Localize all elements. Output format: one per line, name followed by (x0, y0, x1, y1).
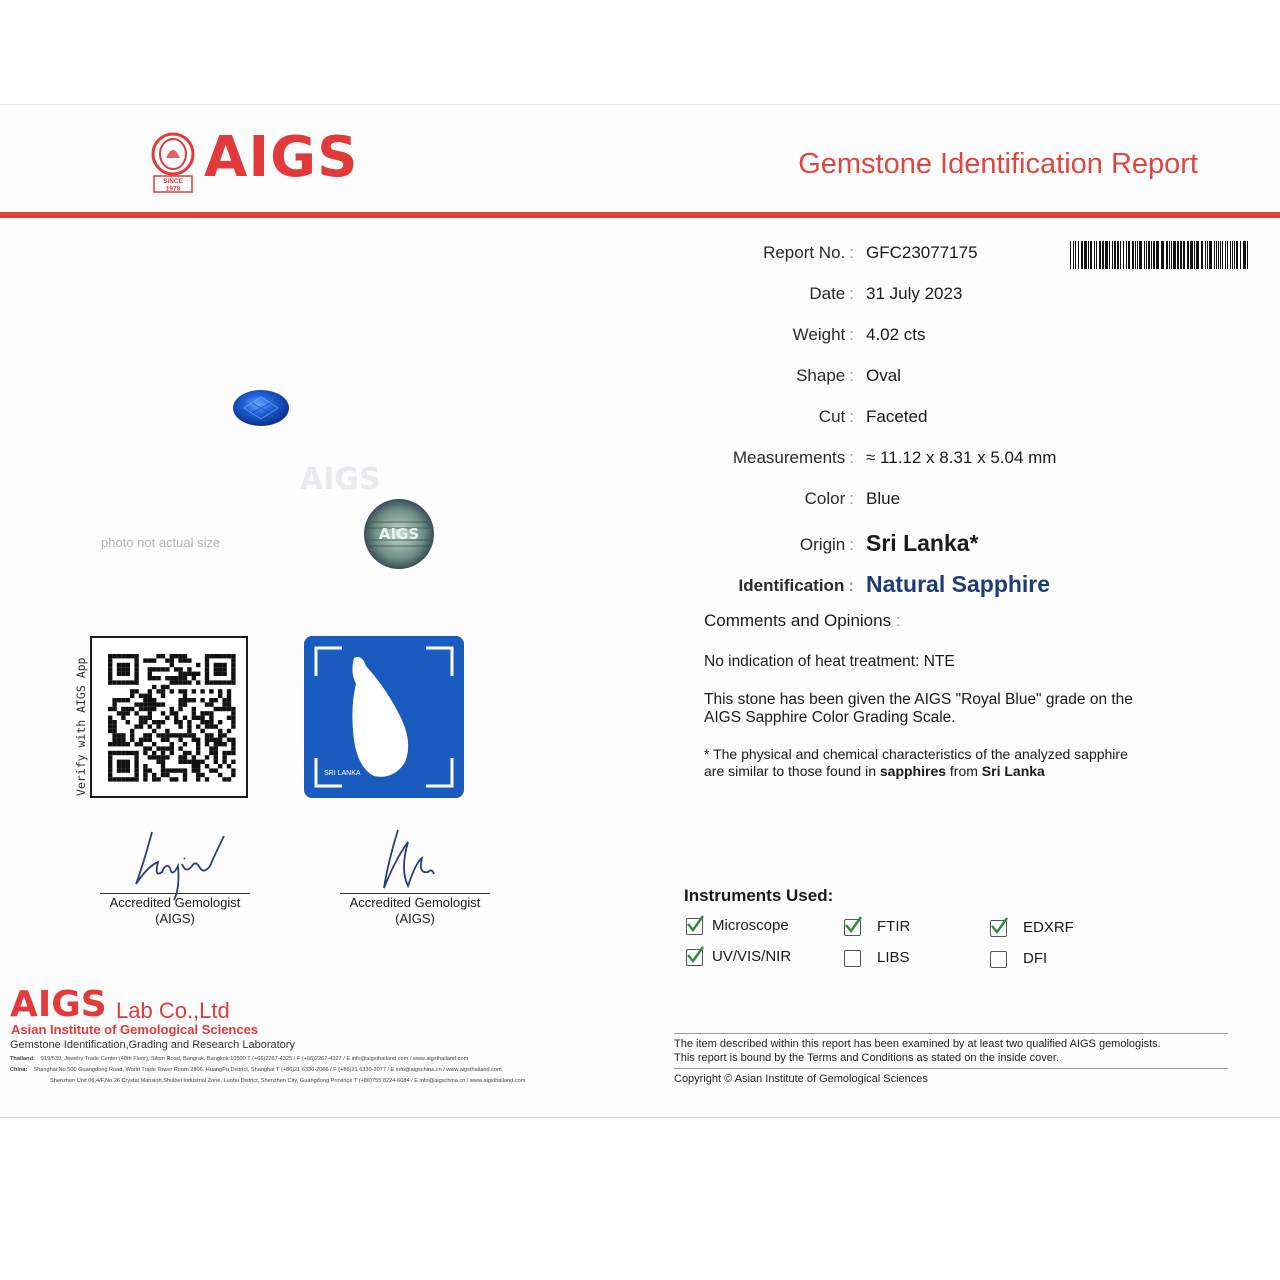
comments-heading: Comments and Opinions : (704, 611, 901, 630)
lab-institute: Asian Institute of Gemological Sciences (11, 1022, 259, 1037)
detail-row-measurements (560, 448, 1280, 478)
barcode-icon (1070, 241, 1250, 269)
instrument-label: FTIR (877, 918, 911, 935)
lab-address-thailand: Thailand: 919/539, Jewelry Trade Center (48th Floor), Silom Road, Bangrak, Bangkok 10500 T (+66)2267-4325 / F (+66)2267-4327 / E info@aigsthailand.com / www.aigsthailand.com (10, 1056, 469, 1062)
signature-2-line (340, 893, 490, 894)
detail-label: Color : (804, 489, 854, 508)
lab-logo: AIGS (10, 984, 107, 1025)
detail-label: Shape : (796, 366, 854, 385)
detail-label: Identification : (738, 576, 854, 595)
detail-value: Blue (866, 489, 901, 508)
lab-description: Gemstone Identification,Grading and Research Laboratory (10, 1039, 295, 1051)
checkbox (686, 918, 703, 935)
detail-value: ≈ 11.12 x 8.31 x 5.04 mm (866, 448, 1057, 467)
detail-label: Measurements : (732, 448, 854, 467)
detail-row-date (560, 284, 1280, 314)
comment-grade-1: This stone has been given the AIGS "Royal Blue" grade on the (704, 691, 1133, 708)
sri-lanka-map-tile (304, 636, 464, 798)
checkbox (844, 950, 861, 967)
aigs-watermark: AIGS (300, 462, 381, 497)
header-divider (0, 212, 1280, 218)
check-icon (685, 914, 705, 934)
instrument-label: LIBS (877, 949, 910, 966)
detail-value: GFC23077175 (866, 243, 978, 262)
signature-2-title: Accredited Gemologist (349, 895, 481, 910)
comment-grade-2: AIGS Sapphire Color Grading Scale. (704, 709, 956, 726)
detail-row-weight (560, 325, 1280, 355)
sapphire-photo (232, 389, 290, 427)
check-icon (843, 915, 863, 935)
detail-value: Faceted (866, 407, 928, 426)
footer-rule-top (674, 1033, 1228, 1034)
detail-label: Weight : (792, 325, 854, 344)
detail-value: 4.02 cts (866, 325, 926, 344)
footer-rule-bottom (674, 1068, 1228, 1069)
instrument-label: DFI (1023, 950, 1048, 967)
map-label: SRI LANKA (324, 770, 361, 777)
signature-1-line (100, 893, 250, 894)
photo-note: photo not actual size (101, 535, 221, 550)
lab-address-shenzhen: Shenzhen Unit 06,4/F,No.26 Crystal Mansion,Shuibei Industrial Zone, Luohu District, Shenzhen City, Guangdong Province T (+86)755 8224-6084 / E info@aigschina.cn / www.aigsthailand.com (50, 1078, 526, 1084)
detail-label: Report No. : (763, 243, 854, 262)
detail-row-origin (560, 530, 1280, 560)
instruments-heading: Instruments Used: (684, 886, 834, 905)
detail-value: Natural Sapphire (866, 571, 1051, 597)
qr-code-icon (92, 638, 246, 796)
signature-2-org: (AIGS) (395, 911, 435, 926)
signature-1-org: (AIGS) (155, 911, 195, 926)
footer-terms-text: This report is bound by the Terms and Conditions as stated on the inside cover. (674, 1052, 1060, 1064)
signature-2-image (336, 822, 496, 902)
detail-row-shape (560, 366, 1280, 396)
detail-value: Sri Lanka* (866, 530, 979, 556)
detail-value: Oval (866, 366, 901, 385)
comment-origin-1: * The physical and chemical characteristics of the analyzed sapphire (704, 746, 1128, 762)
detail-row-identification (560, 571, 1280, 601)
hologram-text: AIGS (378, 525, 420, 543)
comment-heat: No indication of heat treatment: NTE (704, 653, 955, 670)
signature-1-title: Accredited Gemologist (109, 895, 241, 910)
svg-text:1978: 1978 (165, 185, 181, 193)
hologram-seal-icon (362, 498, 436, 570)
lab-address-shanghai: China: Shanghai No.500 Guangdong Road, World Trade Tower Room 2806, HuangPu District, Shanghai T (+86)21 6330-2066 / F (+86)21 6330-2077 / E info@aigschina.cn / www.aigsthailand.com (10, 1067, 502, 1073)
footer-examined-text: The item described within this report has been examined by at least two qualified AIGS gemologists. (674, 1038, 1161, 1050)
sri-lanka-map-icon (304, 636, 464, 798)
checkbox (990, 951, 1007, 968)
aigs-emblem-icon (150, 132, 196, 194)
checkbox (844, 919, 861, 936)
report-title: Gemstone Identification Report (798, 148, 1198, 180)
footer-copyright: Copyright © Asian Institute of Gemological Sciences (674, 1073, 928, 1085)
instrument-label: Microscope (712, 917, 789, 934)
instrument-label: UV/VIS/NIR (712, 948, 792, 965)
verify-app-text: Verify with AIGS App (74, 657, 88, 796)
detail-label: Cut : (818, 407, 854, 426)
lab-company: Lab Co.,Ltd (116, 998, 230, 1023)
detail-row-cut (560, 407, 1280, 437)
instrument-label: EDXRF (1023, 919, 1074, 936)
detail-row-color (560, 489, 1280, 519)
qr-code-frame[interactable] (90, 636, 248, 798)
checkbox (686, 949, 703, 966)
check-icon (989, 916, 1009, 936)
detail-value: 31 July 2023 (866, 284, 963, 303)
comment-origin-2: are similar to those found in sapphires from Sri Lanka (704, 763, 1045, 779)
svg-text:SINCE: SINCE (163, 178, 183, 185)
aigs-logo-text: AIGS (204, 125, 359, 190)
signature-1-image (100, 822, 260, 902)
detail-label: Origin : (799, 535, 854, 554)
check-icon (685, 945, 705, 965)
detail-label: Date : (809, 284, 854, 303)
checkbox (990, 920, 1007, 937)
